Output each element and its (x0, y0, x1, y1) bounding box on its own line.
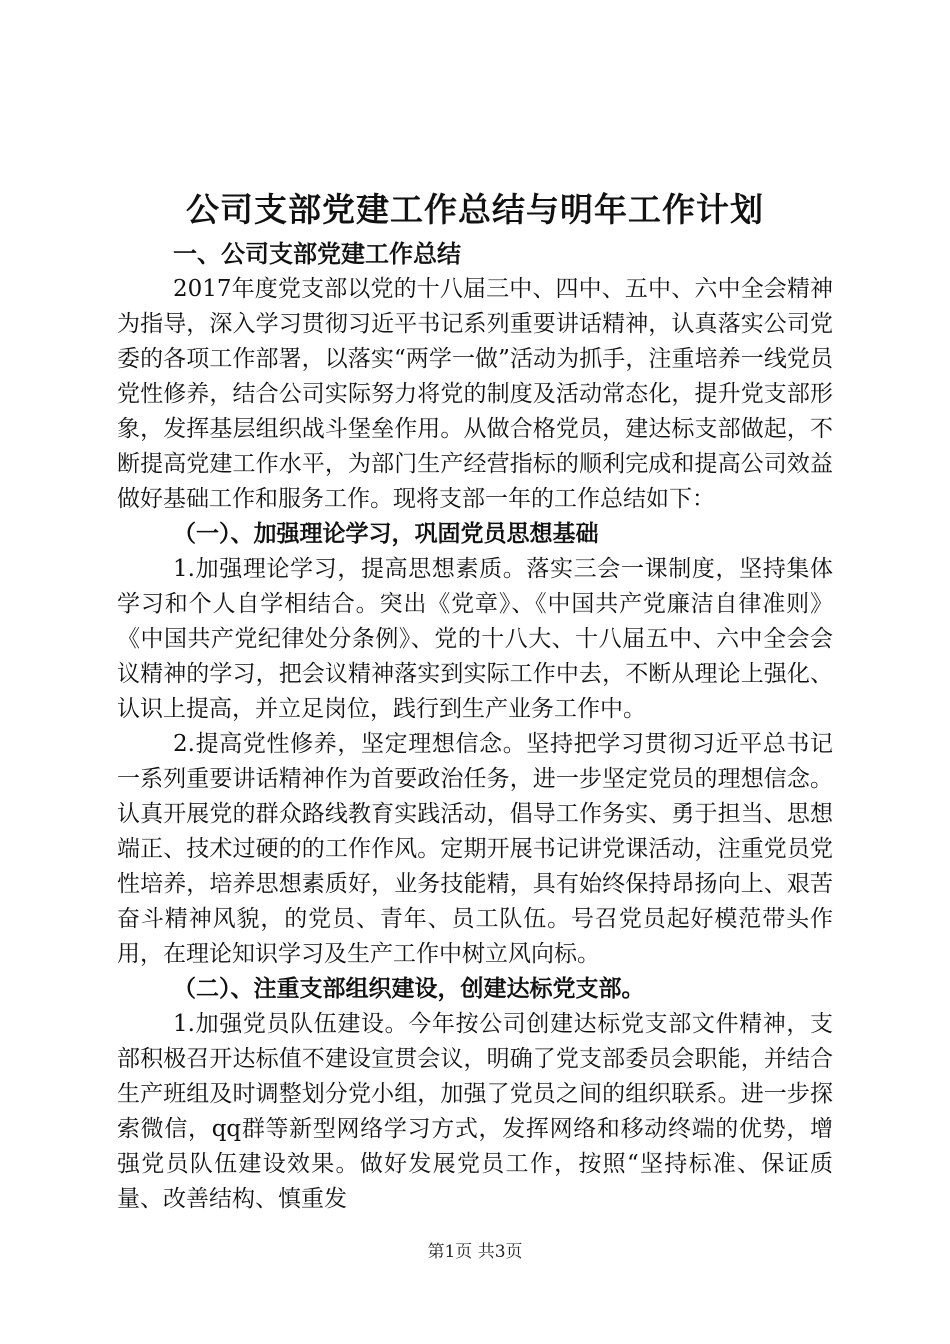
paragraph-item: 1.加强理论学习，提高思想素质。落实三会一课制度，坚持集体学习和个人自学相结合。突出《党章》、《中国共产党廉洁自律准则》《中国共产党纪律处分条例》、党的十八大、十八届五中、六中全会会议精神的学习，把会议精神落实到实际工作中去，不断从理论上强化、认识上提高，并立足岗位，践行到生产业务工作中。 (117, 556, 833, 722)
document-body (117, 183, 833, 1217)
paragraph-item: 2.提高党性修养，坚定理想信念。坚持把学习贯彻习近平总书记一系列重要讲话精神作为首要政治任务，进一步坚定党员的理想信念。认真开展党的群众路线教育实践活动，倡导工作务实、勇于担当、思想端正、技术过硬的的工作作风。定期开展书记讲党课活动，注重党员党性培养，培养思想素质好，业务技能精，具有始终保持昂扬向上、艰苦奋斗精神风貌，的党员、青年、员工队伍。号召党员起好模范带头作用，在理论知识学习及生产工作中树立风向标。 (117, 731, 833, 967)
section-heading-1: 一、公司支部党建工作总结 (173, 240, 461, 268)
paragraph-item: 1.加强党员队伍建设。今年按公司创建达标党支部文件精神，支部积极召开达标值不建设宣贯会议，明确了党支部委员会职能，并结合生产班组及时调整划分党小组，加强了党员之间的组织联系。进一步探索微信，qq群等新型网络学习方式，发挥网络和移动终端的优势，增强党员队伍建设效果。做好发展党员工作，按照“坚持标准、保证质量、改善结构、慎重发 (117, 1011, 833, 1212)
subsection-heading-2: （二）、注重支部组织建设，创建达标党支部。 (173, 976, 645, 1002)
subsection-heading-1: （一）、加强理论学习，巩固党员思想基础 (173, 521, 599, 547)
page-footer: 第1页 共3页 (427, 1242, 523, 1262)
document-title: 公司支部党建工作总结与明年工作计划 (186, 190, 764, 229)
intro-paragraph: 2017年度党支部以党的十八届三中、四中、五中、六中全会精神为指导，深入学习贯彻习近平书记系列重要讲话精神，认真落实公司党委的各项工作部署，以落实“两学一做”活动为抓手，注重培养一线党员党性修养，结合公司实际努力将党的制度及活动常态化，提升党支部形象，发挥基层组织战斗堡垒作用。从做合格党员，建达标支部做起，不断提高党建工作水平，为部门生产经营指标的顺利完成和提高公司效益做好基础工作和服务工作。现将支部一年的工作总结如下： (117, 276, 833, 512)
